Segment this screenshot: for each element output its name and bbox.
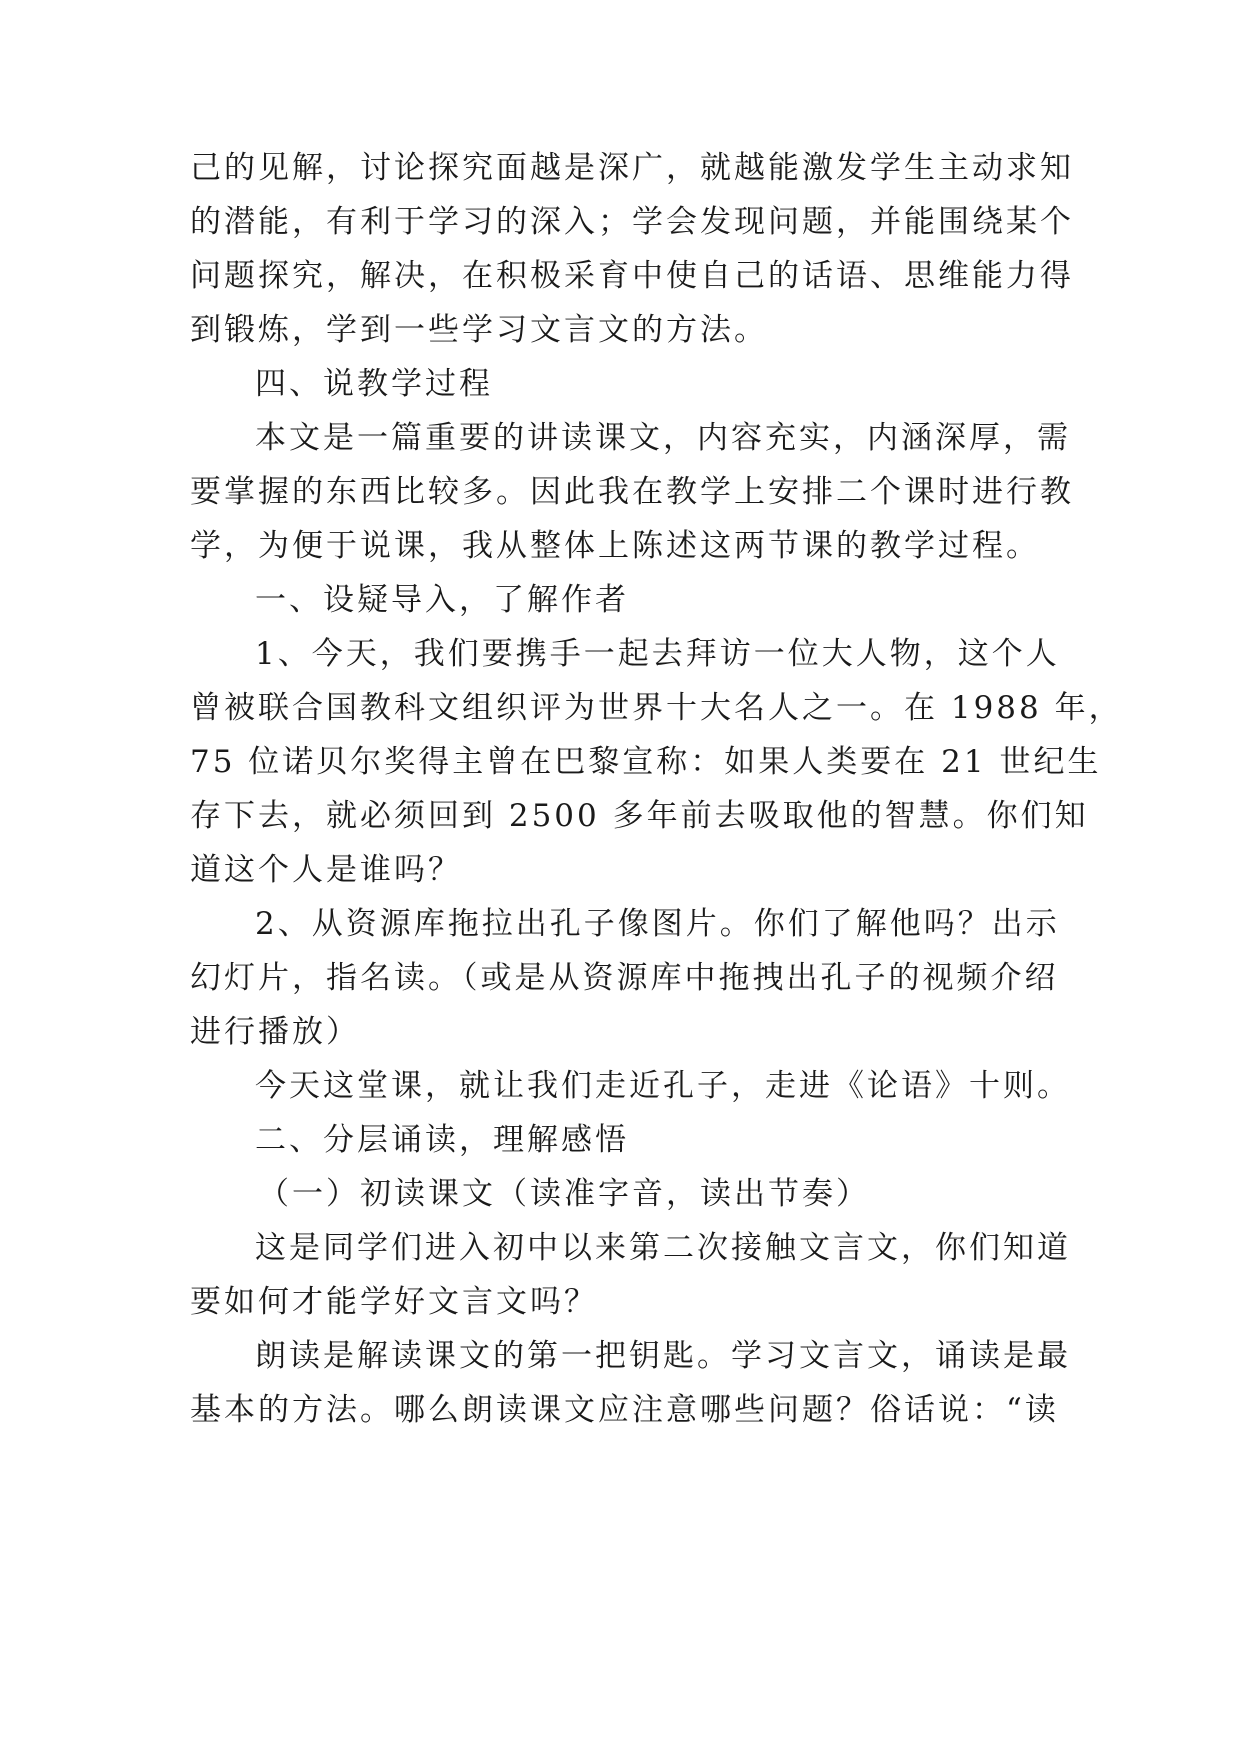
text-line: 要如何才能学好文言文吗？	[190, 1284, 598, 1320]
text-line: 2、从资源库拖拉出孔子像图片。你们了解他吗？出示	[255, 906, 1060, 942]
text-line: 幻灯片，指名读。（或是从资源库中拖拽出孔子的视频介绍	[190, 960, 1059, 996]
section-heading: 二、分层诵读，理解感悟	[255, 1122, 629, 1158]
text-line: 1、今天，我们要携手一起去拜访一位大人物，这个人	[255, 636, 1060, 672]
text-line: 曾被联合国教科文组织评为世界十大名人之一。在 1988 年，	[190, 690, 1123, 726]
text-line: 的潜能，有利于学习的深入；学会发现问题，并能围绕某个	[190, 204, 1074, 240]
text-line: 朗读是解读课文的第一把钥匙。学习文言文，诵读是最	[255, 1338, 1071, 1374]
text-line: 存下去，就必须回到 2500 多年前去吸取他的智慧。你们知	[190, 798, 1089, 834]
section-heading: 一、设疑导入，了解作者	[255, 582, 629, 618]
text-line: 学，为便于说课，我从整体上陈述这两节课的教学过程。	[190, 528, 1040, 564]
text-line: 今天这堂课，就让我们走近孔子，走进《论语》十则。	[255, 1068, 1071, 1104]
text-line: 问题探究，解决，在积极采育中使自己的话语、思维能力得	[190, 258, 1074, 294]
text-line: 基本的方法。哪么朗读课文应注意哪些问题？俗话说：“读	[190, 1392, 1059, 1428]
text-line: 这是同学们进入初中以来第二次接触文言文，你们知道	[255, 1230, 1071, 1266]
text-line: 要掌握的东西比较多。因此我在教学上安排二个课时进行教	[190, 474, 1074, 510]
section-heading: 四、说教学过程	[255, 366, 493, 402]
text-line: 道这个人是谁吗？	[190, 852, 462, 888]
text-line: 75 位诺贝尔奖得主曾在巴黎宣称：如果人类要在 21 世纪生	[190, 744, 1102, 780]
text-line: 到锻炼，学到一些学习文言文的方法。	[190, 312, 768, 348]
subsection-heading: （一）初读课文（读准字音，读出节奏）	[258, 1176, 870, 1212]
text-line: 本文是一篇重要的讲读课文，内容充实，内涵深厚，需	[255, 420, 1071, 456]
text-line: 进行播放）	[190, 1014, 360, 1050]
text-line: 己的见解，讨论探究面越是深广，就越能激发学生主动求知	[190, 150, 1074, 186]
